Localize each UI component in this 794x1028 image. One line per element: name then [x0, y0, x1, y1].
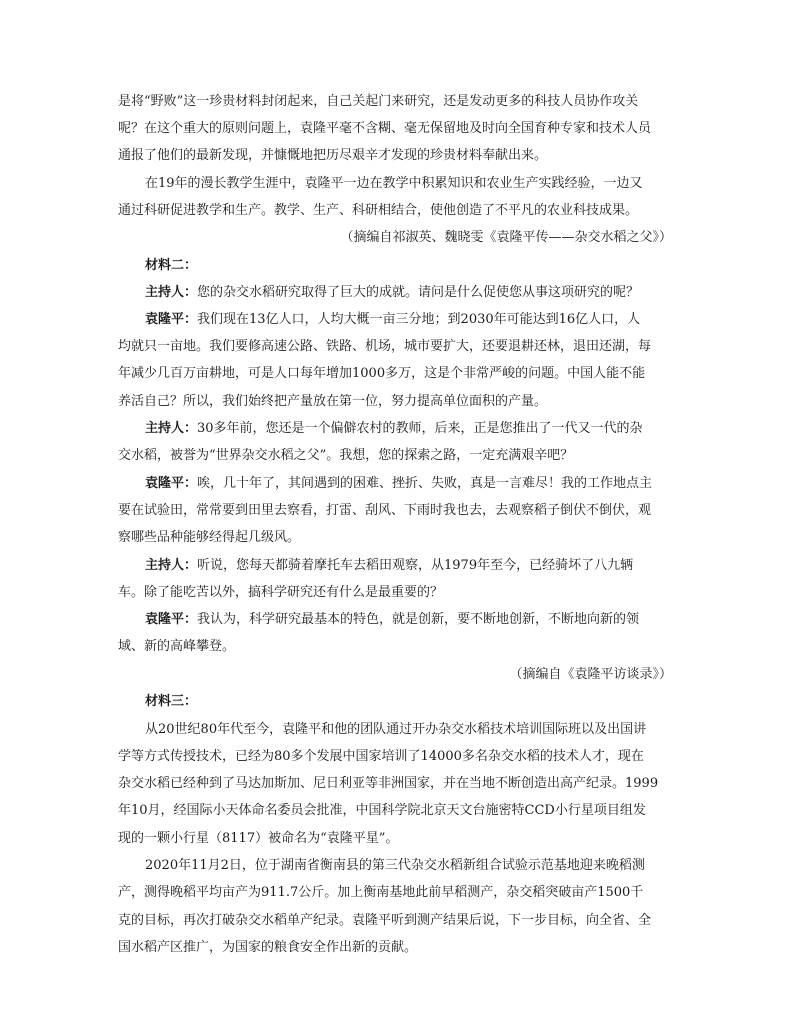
- text-line: 杂交水稻已经种到了马达加斯加、尼日利亚等非洲国家，并在当地不断创造出高产纪录。1999: [118, 776, 659, 791]
- dialogue-text: 我认为，科学研究最基本的特色，就是创新，要不断地创新，不断地向新的领: [197, 612, 640, 627]
- dialogue-line: [145, 474, 652, 494]
- section-heading: 材料二：: [145, 258, 198, 273]
- text-line: 产，测得晚稻平均亩产为911.7公斤。加上衡南基地此前早稻测产，杂交稻突破亩产1500千: [118, 885, 644, 900]
- speaker-label: 主持人：: [145, 285, 198, 300]
- source-citation: （摘编自《袁隆平访谈录》）: [509, 667, 672, 682]
- text-line: 车。除了能吃苦以外，搞科学研究还有什么是最重要的？: [118, 585, 444, 600]
- text-line: 呢？在这个重大的原则问题上，袁隆平毫不含糊、毫无保留地及时向全国育种专家和技术人员: [118, 121, 652, 136]
- text-line: 要在试验田，常常要到田里去察看，打雷、刮风、下雨时我也去，去观察稻子倒伏不倒伏，观: [118, 503, 652, 518]
- dialogue-text: 唉，几十年了，其间遇到的困难、挫折、失败，真是一言难尽！我的工作地点主: [197, 476, 653, 491]
- text-line: 年10月，经国际小天体命名委员会批准，中国科学院北京天文台施密特CCD小行星项目组发: [118, 803, 646, 818]
- speaker-label: 主持人：: [145, 558, 198, 573]
- speaker-label: 袁隆平：: [145, 612, 198, 627]
- text-line: 交水稻，被誉为“世界杂交水稻之父”。我想，您的探索之路，一定充满艰辛吧？: [118, 448, 574, 463]
- text-line: 是将“野败”这一珍贵材料封闭起来，自己关起门来研究，还是发动更多的科技人员协作攻关: [118, 94, 639, 109]
- dialogue-text: 我们现在13亿人口，人均大概一亩三分地；到2030年可能达到16亿人口，人: [197, 312, 641, 327]
- text-line: 年减少几百万亩耕地，可是人口每年增加1000多万，这是个非常严峻的问题。中国人能不能: [118, 366, 646, 381]
- section-heading: 材料三：: [145, 694, 198, 709]
- text-line: 通报了他们的最新发现，并慷慨地把历尽艰辛才发现的珍贵材料奉献出来。: [118, 148, 548, 163]
- text-line: 域、新的高峰攀登。: [118, 639, 236, 654]
- dialogue-text: 听说，您每天都骑着摩托车去稻田观察，从1979年至今，已经骑坏了八九辆: [197, 558, 634, 573]
- dialogue-line: [145, 419, 643, 439]
- text-line: 2020年11月2日，位于湖南省衡南县的第三代杂交水稻新组合试验示范基地迎来晚稻测: [145, 858, 645, 873]
- dialogue-line: [145, 556, 633, 576]
- text-line: 在19年的漫长教学生涯中，袁隆平一边在教学中积累知识和农业生产实践经验，一边又: [145, 176, 643, 191]
- dialogue-line: [145, 283, 639, 303]
- speaker-label: 袁隆平：: [145, 312, 198, 327]
- text-line: 通过科研促进教学和生产。教学、生产、科研相结合，使他创造了不平凡的农业科技成果。: [118, 203, 639, 218]
- speaker-label: 袁隆平：: [145, 476, 198, 491]
- text-line: 国水稻产区推广，为国家的粮食安全作出新的贡献。: [118, 940, 418, 955]
- dialogue-text: 您的杂交水稻研究取得了巨大的成就。请问是什么促使您从事这项研究的呢？: [197, 285, 640, 300]
- text-line: 克的目标，再次打破杂交水稻单产纪录。袁隆平听到测产结果后说，下一步目标，向全省、全: [118, 913, 652, 928]
- text-line: 现的一颗小行星（8117）被命名为“袁隆平星”。: [118, 831, 399, 846]
- text-line: 察哪些品种能够经得起几级风。: [118, 530, 301, 545]
- text-line: 均就只一亩地。我们要修高速公路、铁路、机场，城市要扩大，还要退耕还林，退田还湖，每: [118, 339, 652, 354]
- text-line: 从20世纪80年代至今，袁隆平和他的团队通过开办杂交水稻技术培训国际班以及出国讲: [145, 722, 647, 737]
- source-citation: （摘编自祁淑英、魏晓雯《袁隆平传——杂交水稻之父》）: [340, 230, 672, 245]
- text-line: 学等方式传授技术，已经为80多个发展中国家培训了14000多名杂交水稻的技术人才，现在: [118, 749, 644, 764]
- dialogue-line: [145, 310, 640, 330]
- dialogue-line: [145, 610, 639, 630]
- text-line: 养活自己？所以，我们始终把产量放在第一位，努力提高单位面积的产量。: [118, 394, 548, 409]
- speaker-label: 主持人：: [145, 421, 198, 436]
- dialogue-text: 30多年前，您还是一个偏僻农村的教师，后来，正是您推出了一代又一代的杂: [197, 421, 643, 436]
